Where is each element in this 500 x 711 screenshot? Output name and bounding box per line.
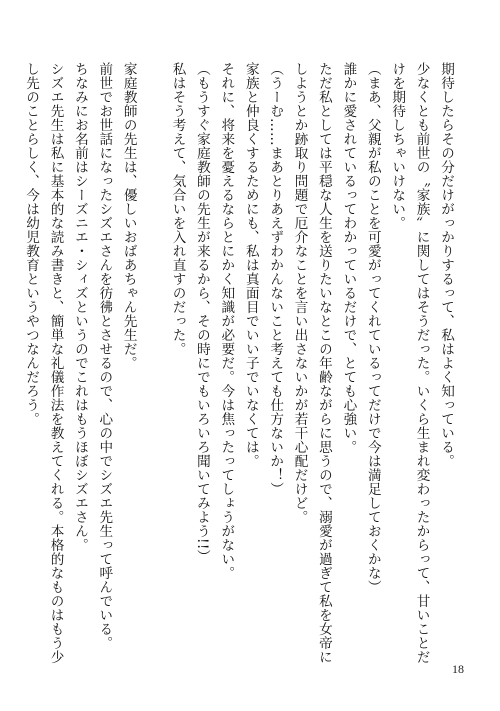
text-line: 私はそう考えて、気合いを入れ直すのだった。: [169, 62, 186, 356]
text-line: それに、将来を憂えるならとにかく知識が必要だ。今は焦ったってしょうがない。: [218, 62, 235, 580]
text-line: し先のことらしく、今は幼児教育というやつなんだろう。: [23, 62, 40, 426]
text-line: （まあ、父親が私のことを可愛がってくれているってだけで今は満足しておくかな）: [364, 62, 381, 594]
text-line: 誰かに愛されているってわかっているだけで、とても心強い。: [340, 62, 357, 454]
text-line: （もうすぐ家庭教師の先生が来るから、その時にでもいろいろ聞いてみよう!!）: [193, 62, 210, 564]
text-line: ちなみにお名前はシーズニエ・シィズというのでこれはもうほぼシズエさん。: [71, 62, 88, 552]
page-number: 18: [452, 662, 464, 676]
text-line: 期待したらその分だけがっかりするって、私はよく知っている。: [438, 62, 454, 468]
text-line: 家族と仲良くするためにも、私は真面目でいい子でいなくては。: [242, 62, 259, 468]
text-line: 家庭教師の先生は、優しいおばあちゃん先生だ。: [120, 62, 137, 370]
vertical-text-body: [19, 62, 458, 664]
text-line: ただ私としては平穏な人生を送りたいなとこの年齢ながらに思うので、溺愛が過ぎて私を女帝に: [315, 62, 332, 664]
text-line: シズエ先生は私に基本的な読み書きと、簡単な礼儀作法を教えてくれる。本格的なものはもう少: [47, 62, 64, 664]
text-line: けを期待しちゃいけない。: [389, 62, 406, 230]
text-line: 少なくとも前世の〝家族〟に関してはそうだった。いくら生まれ変わったからって、甘いことだ: [413, 62, 430, 664]
text-line: 前世でお世話になったシズエさんを彷彿とさせるので、心の中でシズエ先生って呼んでいる。: [96, 62, 113, 650]
scene-break: [141, 62, 165, 647]
text-line: しようとか跡取り問題で厄介なことを言い出さないかが若干心配だけど。: [291, 62, 308, 524]
text-line: （うーむ……まあとりあえずわかんないこと考えても仕方ないか！）: [267, 62, 284, 496]
